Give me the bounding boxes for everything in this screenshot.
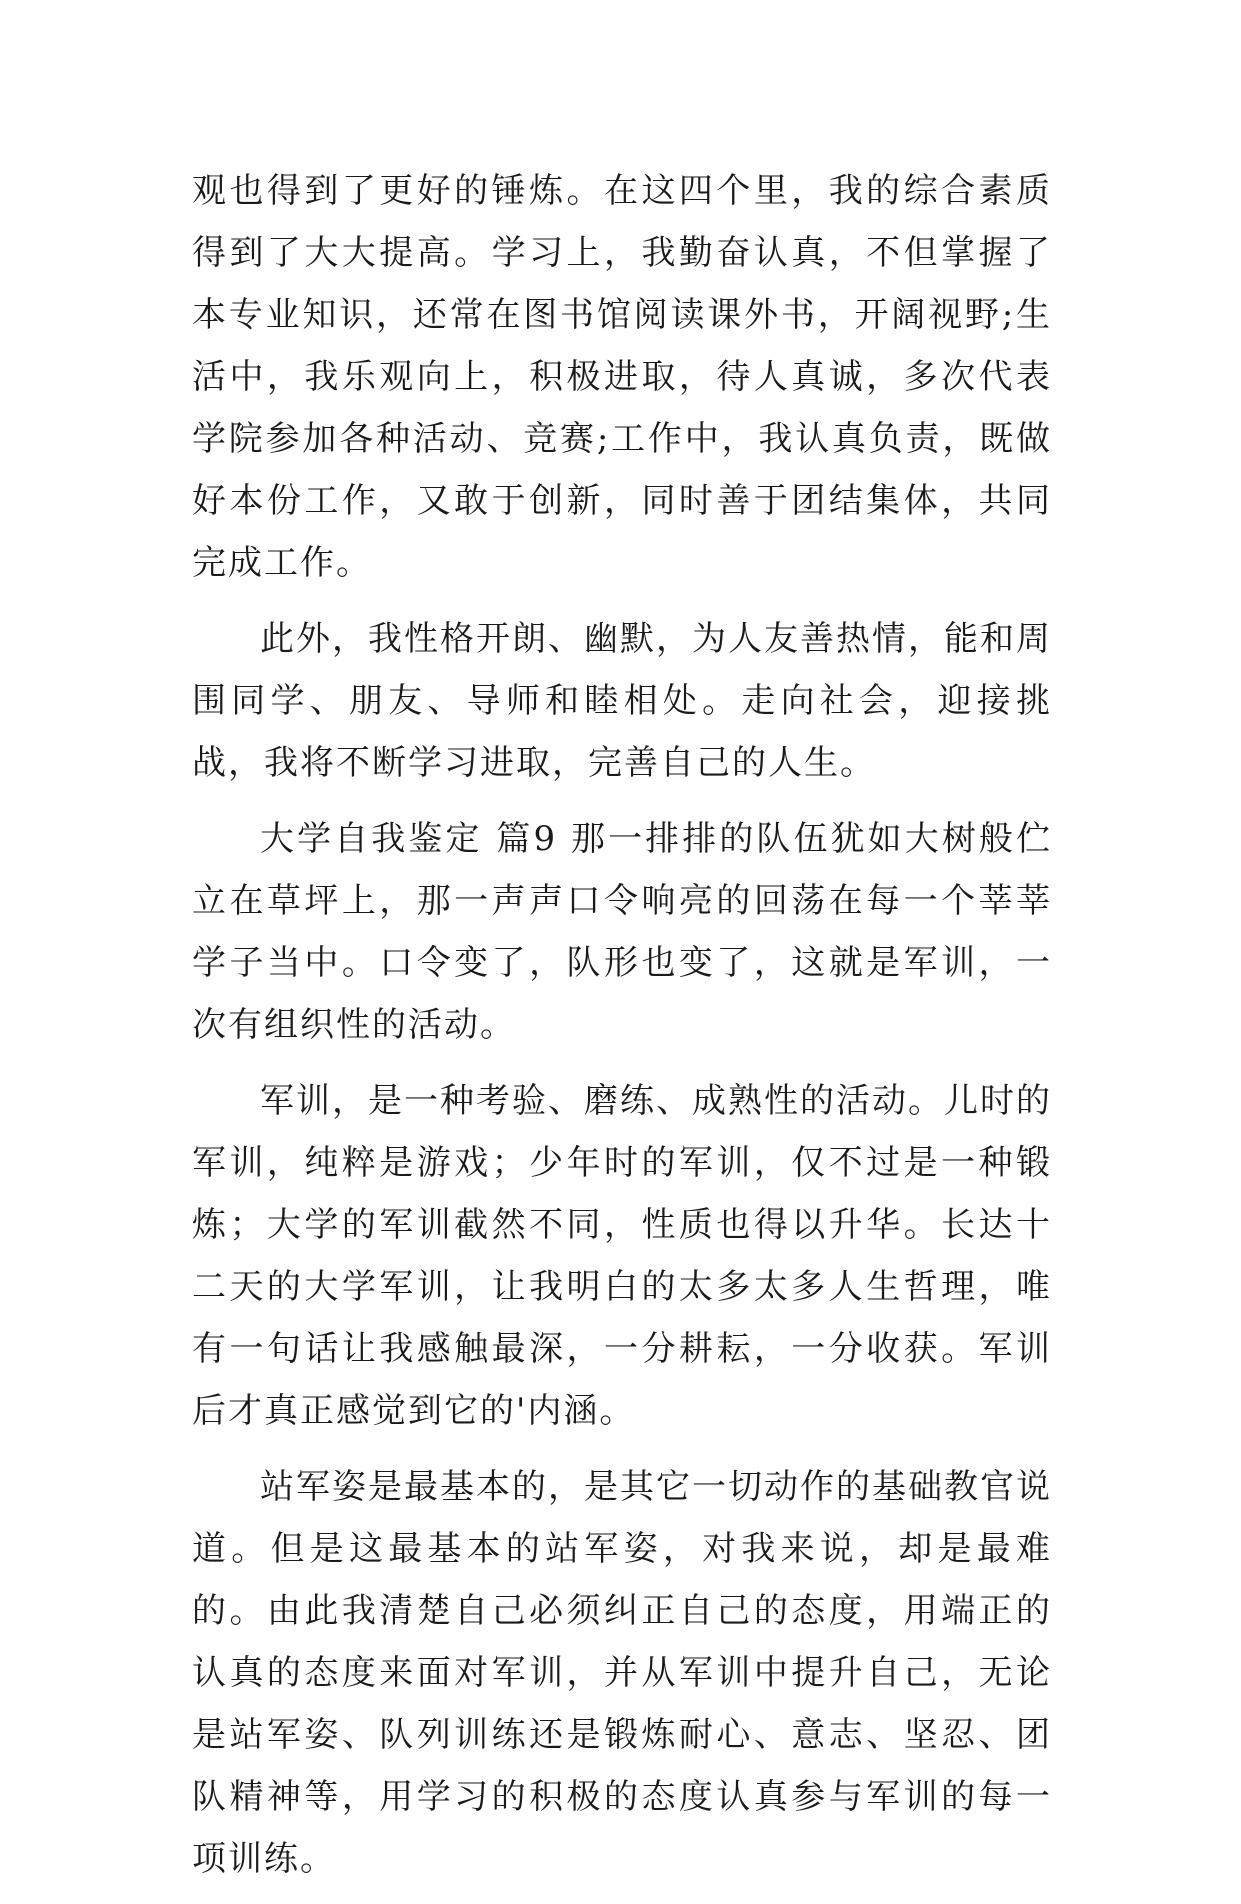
paragraph-personality: 此外，我性格开朗、幽默，为人友善热情，能和周围同学、朋友、导师和睦相处。走向社会，迎接挑战，我将不断学习进取，完善自己的人生。 xyxy=(192,619,1052,783)
paragraph-standing-posture: 站军姿是最基本的，是其它一切动作的基础教官说道。但是这最基本的站军姿，对我来说，却是最难的。由此我清楚自己必须纠正自己的态度，用端正的认真的态度来面对军训，并从军训中提升自己，无论是站军姿、队列训练还是锻炼耐心、意志、坚忍、团队精神等，用学习的积极的态度认真参与军训的每一项训练。 xyxy=(192,1467,1052,1879)
paragraph-section-9-intro: 大学自我鉴定 篇9 那一排排的队伍犹如大树般伫立在草坪上，那一声声口令响亮的回荡在每一个莘莘学子当中。口令变了，队形也变了，这就是军训，一次有组织性的活动。 xyxy=(192,819,1052,1045)
paragraph-military-training: 军训，是一种考验、磨练、成熟性的活动。儿时的军训，纯粹是游戏；少年时的军训，仅不过是一种锻炼；大学的军训截然不同，性质也得以升华。长达十二天的大学军训，让我明白的太多太多人生哲理，唯有一句话让我感触最深，一分耕耘，一分收获。军训后才真正感觉到它的'内涵。 xyxy=(192,1081,1052,1431)
document-body xyxy=(192,160,1052,1904)
paragraph-continuation: 观也得到了更好的锤炼。在这四个里，我的综合素质得到了大大提高。学习上，我勤奋认真，不但掌握了本专业知识，还常在图书馆阅读课外书，开阔视野;生活中，我乐观向上，积极进取，待人真诚，多次代表学院参加各种活动、竞赛;工作中，我认真负责，既做好本份工作，又敢于创新，同时善于团结集体，共同完成工作。 xyxy=(192,171,1052,583)
